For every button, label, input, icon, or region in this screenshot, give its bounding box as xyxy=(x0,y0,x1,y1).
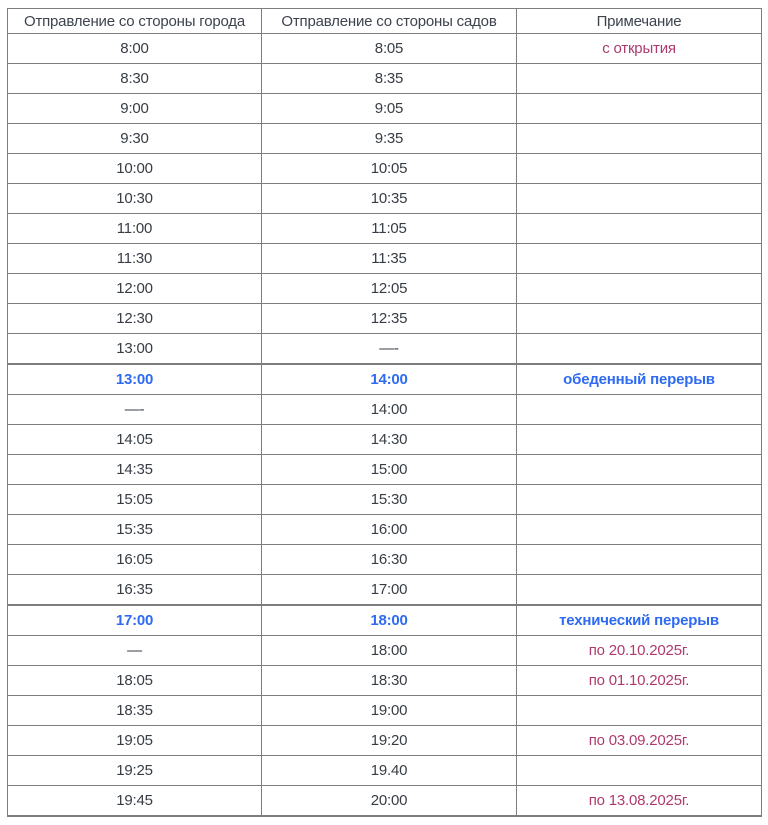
cell-gardens-departure: 10:35 xyxy=(262,184,517,214)
cell-city-departure: 11:00 xyxy=(8,214,262,244)
cell-note xyxy=(517,696,762,726)
cell-city-departure: 9:00 xyxy=(8,94,262,124)
cell-note xyxy=(517,304,762,334)
table-row xyxy=(8,364,762,395)
table-row xyxy=(8,94,762,124)
cell-note: по 03.09.2025г. xyxy=(517,726,762,756)
cell-city-departure: 8:00 xyxy=(8,34,262,64)
cell-gardens-departure: 14:30 xyxy=(262,425,517,455)
table-row xyxy=(8,696,762,726)
cell-city-departure: 9:30 xyxy=(8,124,262,154)
table-row xyxy=(8,726,762,756)
cell-city-departure: 11:30 xyxy=(8,244,262,274)
cell-gardens-departure: 11:35 xyxy=(262,244,517,274)
cell-note xyxy=(517,395,762,425)
table-row xyxy=(8,244,762,274)
table-row xyxy=(8,485,762,515)
cell-note xyxy=(517,455,762,485)
cell-city-departure: 15:35 xyxy=(8,515,262,545)
cell-city-departure: 12:30 xyxy=(8,304,262,334)
cell-gardens-departure: 19.40 xyxy=(262,756,517,786)
schedule-table-header xyxy=(8,9,762,34)
cell-gardens-departure: 19:20 xyxy=(262,726,517,756)
cell-gardens-departure: 15:00 xyxy=(262,455,517,485)
cell-gardens-departure: 19:00 xyxy=(262,696,517,726)
header-row xyxy=(8,9,762,34)
cell-note xyxy=(517,124,762,154)
cell-gardens-departure: 15:30 xyxy=(262,485,517,515)
cell-city-departure: 19:05 xyxy=(8,726,262,756)
cell-gardens-departure: 16:30 xyxy=(262,545,517,575)
cell-note xyxy=(517,274,762,304)
cell-gardens-departure: 9:05 xyxy=(262,94,517,124)
cell-city-departure: — xyxy=(8,636,262,666)
cell-note xyxy=(517,184,762,214)
table-row xyxy=(8,154,762,184)
table-row xyxy=(8,636,762,666)
cell-gardens-departure: 9:35 xyxy=(262,124,517,154)
cell-gardens-departure: 18:30 xyxy=(262,666,517,696)
cell-city-departure: 19:25 xyxy=(8,756,262,786)
cell-city-departure: —- xyxy=(8,395,262,425)
cell-city-departure: 19:45 xyxy=(8,786,262,817)
cell-note xyxy=(517,515,762,545)
table-row xyxy=(8,545,762,575)
cell-gardens-departure: 18:00 xyxy=(262,636,517,666)
cell-note xyxy=(517,425,762,455)
table-row xyxy=(8,334,762,365)
cell-city-departure: 15:05 xyxy=(8,485,262,515)
schedule-table-body xyxy=(8,34,762,817)
cell-note: по 13.08.2025г. xyxy=(517,786,762,817)
cell-gardens-departure: 10:05 xyxy=(262,154,517,184)
cell-gardens-departure: 16:00 xyxy=(262,515,517,545)
cell-gardens-departure: 11:05 xyxy=(262,214,517,244)
table-row xyxy=(8,395,762,425)
cell-city-departure: 18:35 xyxy=(8,696,262,726)
cell-note xyxy=(517,64,762,94)
table-row xyxy=(8,34,762,64)
cell-city-departure: 13:00 xyxy=(8,334,262,365)
column-header-note: Примечание xyxy=(517,9,762,34)
cell-gardens-departure: 18:00 xyxy=(262,605,517,636)
table-row xyxy=(8,575,762,606)
table-row xyxy=(8,304,762,334)
cell-gardens-departure: 14:00 xyxy=(262,395,517,425)
table-row xyxy=(8,425,762,455)
cell-city-departure: 16:05 xyxy=(8,545,262,575)
cell-note xyxy=(517,485,762,515)
cell-note xyxy=(517,575,762,606)
cell-note xyxy=(517,214,762,244)
column-header-gardens-departure: Отправление со стороны садов xyxy=(262,9,517,34)
cell-city-departure: 14:05 xyxy=(8,425,262,455)
cell-note xyxy=(517,154,762,184)
table-row xyxy=(8,64,762,94)
cell-city-departure: 10:30 xyxy=(8,184,262,214)
schedule-table xyxy=(7,8,762,817)
table-row xyxy=(8,274,762,304)
cell-city-departure: 18:05 xyxy=(8,666,262,696)
cell-gardens-departure: 20:00 xyxy=(262,786,517,817)
table-row xyxy=(8,455,762,485)
cell-note: технический перерыв xyxy=(517,605,762,636)
column-header-city-departure: Отправление со стороны города xyxy=(8,9,262,34)
table-row xyxy=(8,124,762,154)
cell-gardens-departure: 12:05 xyxy=(262,274,517,304)
cell-city-departure: 14:35 xyxy=(8,455,262,485)
cell-gardens-departure: 8:35 xyxy=(262,64,517,94)
cell-gardens-departure: 14:00 xyxy=(262,364,517,395)
cell-city-departure: 17:00 xyxy=(8,605,262,636)
cell-note xyxy=(517,756,762,786)
cell-note xyxy=(517,545,762,575)
table-row xyxy=(8,666,762,696)
cell-city-departure: 16:35 xyxy=(8,575,262,606)
cell-gardens-departure: 8:05 xyxy=(262,34,517,64)
cell-note: обеденный перерыв xyxy=(517,364,762,395)
cell-gardens-departure: —- xyxy=(262,334,517,365)
table-row xyxy=(8,214,762,244)
cell-note: с открытия xyxy=(517,34,762,64)
cell-note xyxy=(517,334,762,365)
table-row xyxy=(8,605,762,636)
cell-note xyxy=(517,94,762,124)
table-row xyxy=(8,786,762,817)
cell-city-departure: 12:00 xyxy=(8,274,262,304)
table-row xyxy=(8,515,762,545)
cell-note: по 20.10.2025г. xyxy=(517,636,762,666)
table-row xyxy=(8,756,762,786)
cell-city-departure: 13:00 xyxy=(8,364,262,395)
cell-city-departure: 8:30 xyxy=(8,64,262,94)
cell-gardens-departure: 17:00 xyxy=(262,575,517,606)
table-row xyxy=(8,184,762,214)
cell-note xyxy=(517,244,762,274)
cell-city-departure: 10:00 xyxy=(8,154,262,184)
cell-gardens-departure: 12:35 xyxy=(262,304,517,334)
cell-note: по 01.10.2025г. xyxy=(517,666,762,696)
